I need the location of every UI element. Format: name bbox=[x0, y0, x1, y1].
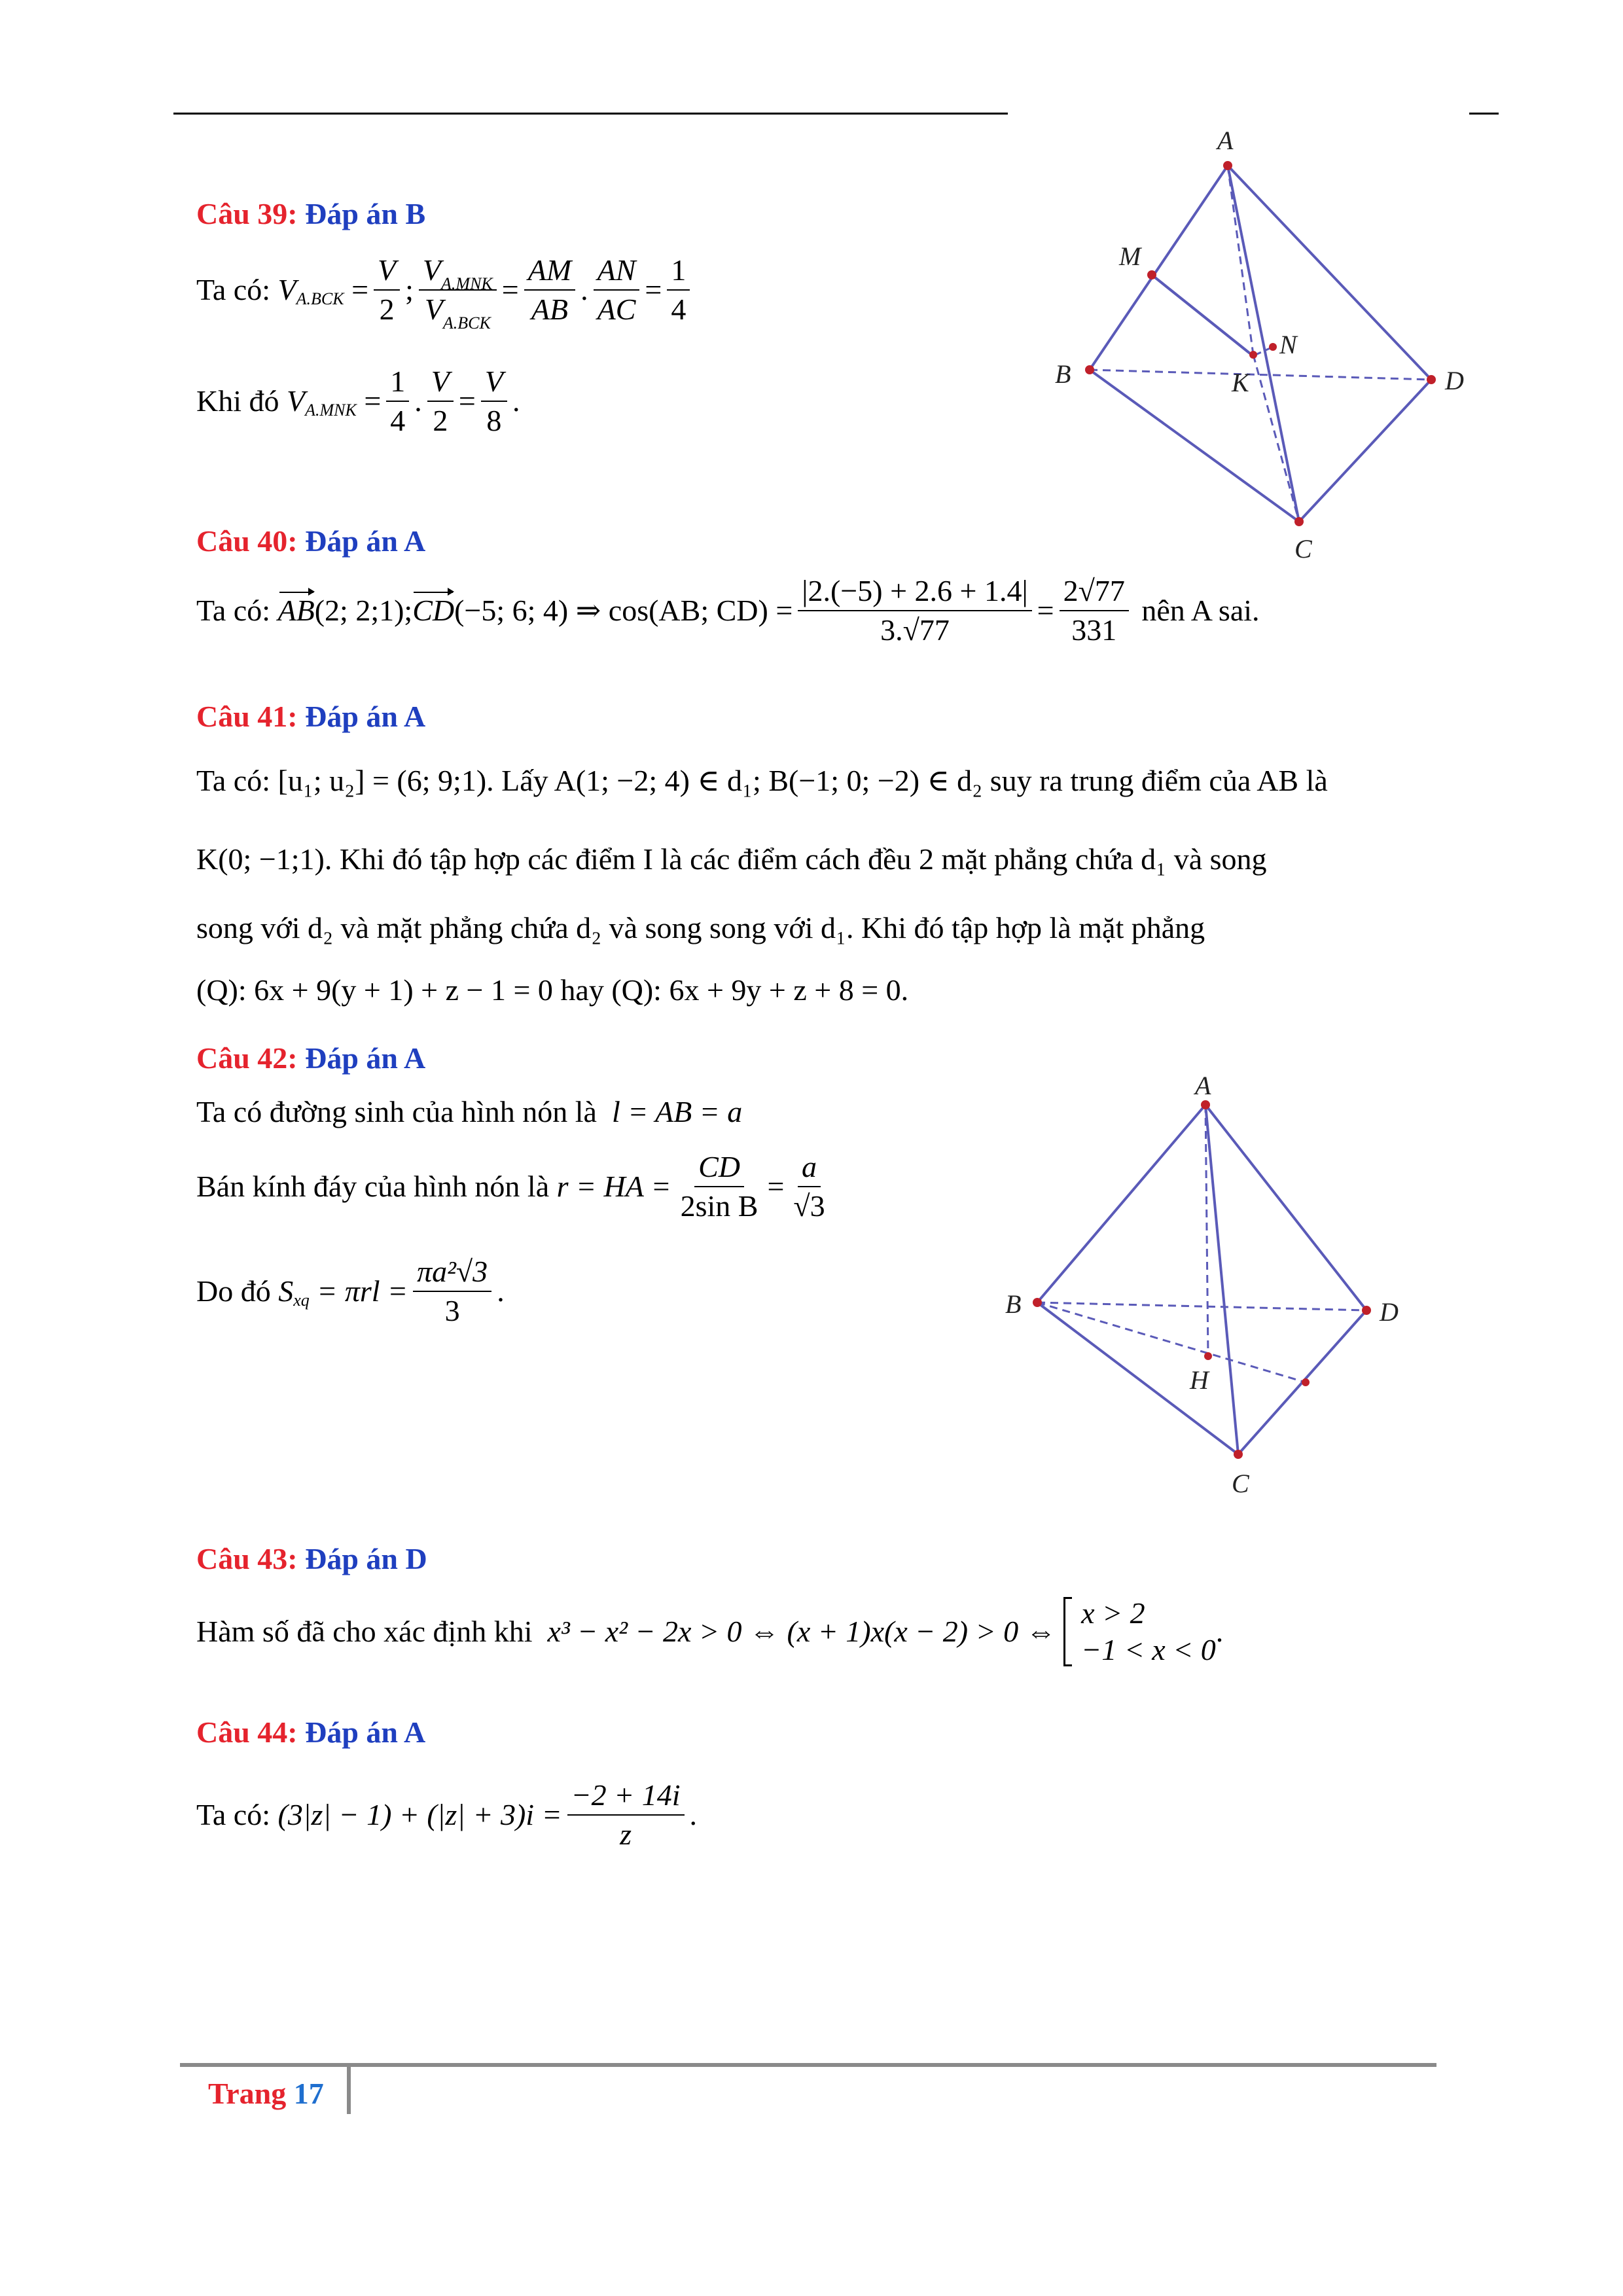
q44-line: Ta có: (3|z| − 1) + (|z| + 3)i = $\frac{-2 + 14i}{z}$ . bbox=[196, 1778, 697, 1851]
q42-answer: Đáp án A bbox=[305, 1041, 426, 1075]
label-H: H bbox=[1190, 1365, 1209, 1395]
q40-label: Câu 40: bbox=[196, 524, 298, 558]
q44-heading bbox=[196, 1715, 425, 1749]
edge-AB bbox=[1037, 1105, 1205, 1302]
q41-label: Câu 41: bbox=[196, 700, 298, 733]
label-N: N bbox=[1279, 330, 1297, 359]
q40-line: Ta có: AB (2; 2;1) ; CD (−5; 6; 4) ⇒ cos(AB; CD) = $\frac{|2.(-5) + 2.6 + 1.4|}{3.√77}$ = $\frac{2√77}{331}$ nên A sai. bbox=[196, 574, 1260, 647]
point-mid-CD bbox=[1302, 1378, 1310, 1386]
q41-line4: (Q): 6x + 9(y + 1) + z − 1 = 0 hay (Q): 6x + 9y + z + 8 = 0. bbox=[196, 973, 909, 1007]
edge-CD bbox=[1299, 380, 1431, 522]
label-M: M bbox=[1119, 242, 1141, 271]
q43-answer: Đáp án D bbox=[305, 1542, 427, 1575]
point-C bbox=[1234, 1450, 1243, 1459]
label-A: A bbox=[1217, 126, 1234, 155]
footer-page-word: Trang bbox=[208, 2077, 287, 2110]
q39-line2: Khi đó V A.MNK = $\frac{1}{4}$ . $\frac{V}{2}$ = $\frac{V}{8}$ . bbox=[196, 365, 520, 437]
label-B: B bbox=[1005, 1289, 1022, 1319]
label-C: C bbox=[1294, 534, 1312, 564]
point-B bbox=[1033, 1298, 1042, 1307]
label-A: A bbox=[1195, 1071, 1211, 1100]
footer-divider bbox=[347, 2067, 351, 2114]
edge-KC bbox=[1253, 355, 1299, 522]
label-K: K bbox=[1232, 368, 1249, 397]
header-rule bbox=[173, 113, 1008, 115]
q42-label: Câu 42: bbox=[196, 1041, 298, 1075]
point-H bbox=[1204, 1352, 1212, 1360]
edge-AB bbox=[1090, 166, 1228, 370]
label-B: B bbox=[1055, 359, 1071, 389]
point-B bbox=[1085, 365, 1094, 374]
q40-answer: Đáp án A bbox=[305, 524, 426, 558]
q41-line2: K(0; −1;1). Khi đó tập hợp các điểm I là các điểm cách đều 2 mặt phẳng chứa d₁ và song bbox=[196, 842, 1267, 876]
q42-line1: Ta có đường sinh của hình nón là l = AB = a bbox=[196, 1095, 743, 1128]
q42-heading bbox=[196, 1041, 425, 1075]
footer-rule bbox=[180, 2063, 1436, 2067]
edge-AD bbox=[1205, 1105, 1366, 1310]
q43-heading bbox=[196, 1541, 427, 1576]
point-D bbox=[1427, 375, 1436, 384]
q42-line2: Bán kính đáy của hình nón là r = HA = $\frac{CD}{\text{2sin B}}$ = $\frac{a}{√3}$ bbox=[196, 1150, 825, 1223]
point-K bbox=[1249, 351, 1257, 359]
label-C: C bbox=[1232, 1469, 1249, 1498]
q39-heading bbox=[196, 196, 425, 231]
point-A bbox=[1223, 161, 1232, 170]
point-N bbox=[1269, 343, 1277, 351]
label-D: D bbox=[1380, 1297, 1399, 1327]
edge-AD bbox=[1228, 166, 1431, 380]
q44-answer: Đáp án A bbox=[305, 1715, 426, 1749]
q41-line1: Ta có: [u₁; u₂] = (6; 9;1). Lấy A(1; −2; 4) ∈ d₁; B(−1; 0; −2) ∈ d₂ suy ra trung điểm của AB là bbox=[196, 764, 1328, 797]
q39-answer: Đáp án B bbox=[305, 197, 426, 230]
q39-line1: Ta có: V A.BCK = $\frac{V}{2}$ ; $\frac{V_{A.MNK}}{V_{A.BCK}}$ = $\frac{AM}{AB}$ . $\frac{AN}{AC}$ = $\frac{1}{4}$ bbox=[196, 255, 695, 325]
q39-label: Câu 39: bbox=[196, 197, 298, 230]
q40-heading bbox=[196, 524, 425, 558]
q41-heading bbox=[196, 699, 425, 734]
edge-BD bbox=[1090, 370, 1431, 380]
edge-BC bbox=[1090, 370, 1299, 522]
point-A bbox=[1201, 1100, 1210, 1109]
edge-BD bbox=[1037, 1302, 1366, 1310]
q44-label: Câu 44: bbox=[196, 1715, 298, 1749]
point-M bbox=[1147, 270, 1156, 279]
q41-answer: Đáp án A bbox=[305, 700, 426, 733]
edge-AC bbox=[1205, 1105, 1238, 1454]
edge-MK bbox=[1152, 275, 1250, 353]
label-D: D bbox=[1445, 366, 1464, 395]
footer-page-number: 17 bbox=[293, 2077, 324, 2110]
point-D bbox=[1362, 1306, 1371, 1315]
point-C bbox=[1294, 517, 1304, 526]
tetrahedron-figure-1 bbox=[1021, 118, 1492, 576]
q43-label: Câu 43: bbox=[196, 1542, 298, 1575]
footer-page bbox=[208, 2076, 324, 2111]
edge-AK bbox=[1228, 166, 1253, 355]
edge-B-mid bbox=[1037, 1302, 1306, 1382]
q41-line3: song với d₂ và mặt phẳng chứa d₂ và song song với d₁. Khi đó tập hợp là mặt phẳng bbox=[196, 911, 1205, 944]
header-rule-short bbox=[1469, 113, 1499, 115]
q43-line: Hàm số đã cho xác định khi x³ − x² − 2x > 0 ⇔ (x + 1)x(x − 2) > 0 ⇔ x > 2 −1 < x < 0 . bbox=[196, 1596, 1224, 1666]
q43-case-bracket: x > 2 −1 < x < 0 bbox=[1063, 1597, 1216, 1666]
q42-line3: Do đó S xq = πrl = $\frac{\text{πa²√3}}{3}$ . bbox=[196, 1255, 505, 1327]
tetrahedron-figure-2 bbox=[982, 1060, 1440, 1505]
